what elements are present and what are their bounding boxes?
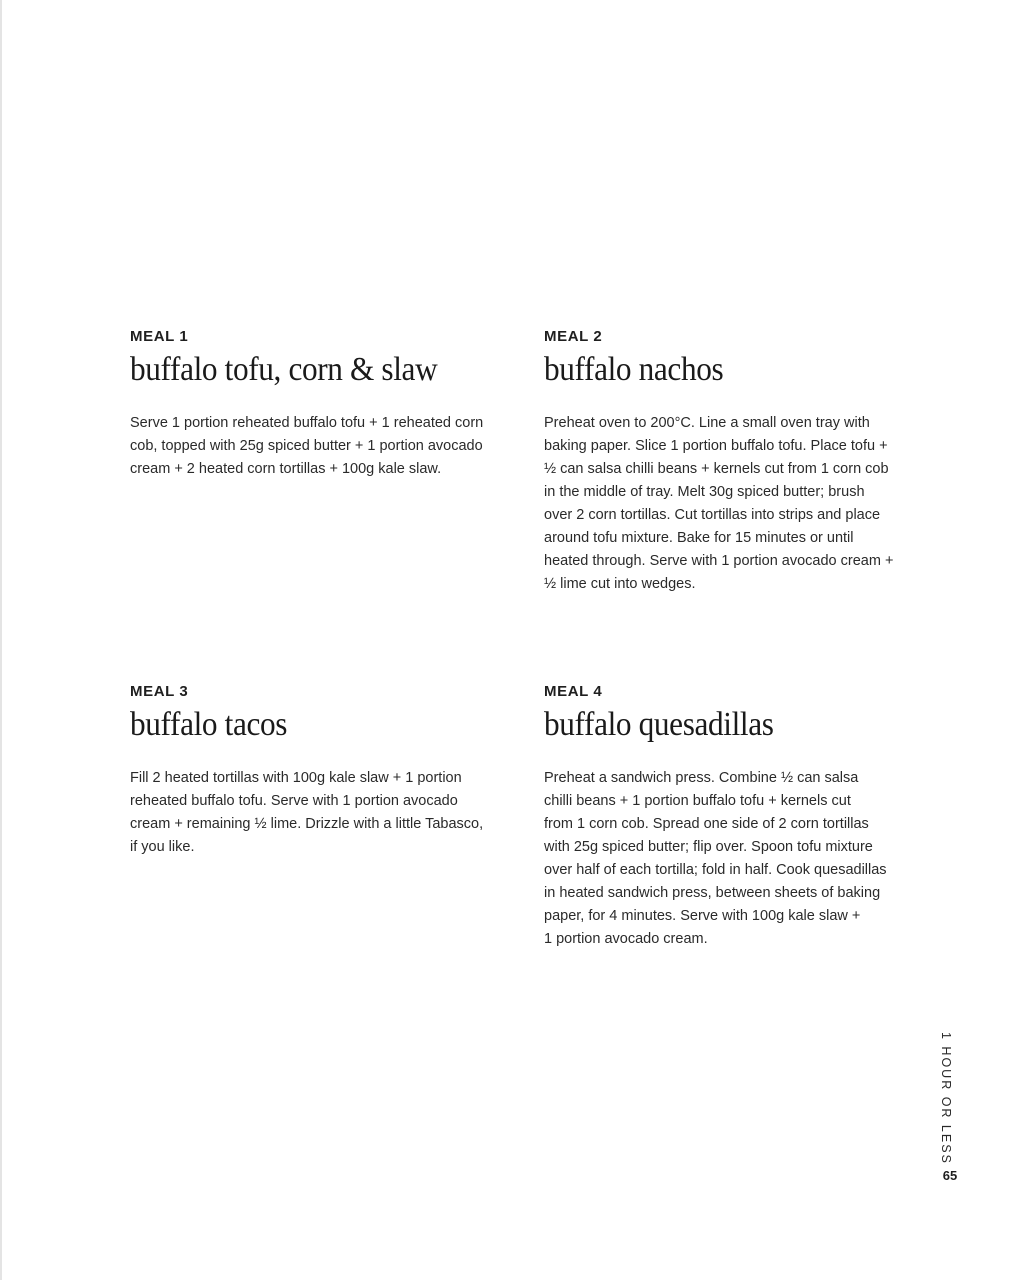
meal-2-line: ½ lime cut into wedges. [544, 576, 696, 592]
meal-1-title: buffalo tofu, corn & slaw [130, 351, 438, 388]
meal-4-line: 1 portion avocado cream. [544, 931, 708, 947]
page-edge [0, 0, 2, 1280]
meal-2-line: around tofu mixture. Bake for 15 minutes or until [544, 530, 854, 546]
meal-2-line: heated through. Serve with 1 portion avocado cream + [544, 553, 894, 569]
meal-4-instructions [544, 767, 904, 951]
meal-3-line: cream + remaining ½ lime. Drizzle with a little Tabasco, [130, 816, 484, 832]
meal-3-line: reheated buffalo tofu. Serve with 1 portion avocado [130, 793, 458, 809]
meal-4-title: buffalo quesadillas [544, 706, 774, 743]
meal-3-label: MEAL 3 [130, 683, 189, 700]
meal-2-line: over 2 corn tortillas. Cut tortillas into strips and place [544, 507, 881, 523]
section-label: 1 HOUR OR LESS [939, 1032, 953, 1165]
meal-1-label: MEAL 1 [130, 328, 189, 345]
meal-2-card [544, 328, 904, 596]
meal-4-line: in heated sandwich press, between sheets of baking [544, 885, 881, 901]
meal-4-line: with 25g spiced butter; flip over. Spoon tofu mixture [544, 839, 873, 855]
meal-1-instructions [130, 412, 490, 481]
meal-4-line: from 1 corn cob. Spread one side of 2 corn tortillas [544, 816, 869, 832]
meal-2-title: buffalo nachos [544, 351, 724, 388]
meal-4-line: Preheat a sandwich press. Combine ½ can salsa [544, 770, 859, 786]
meal-4-line: paper, for 4 minutes. Serve with 100g kale slaw + [544, 908, 861, 924]
meal-4-line: over half of each tortilla; fold in half. Cook quesadillas [544, 862, 887, 878]
meal-4-label: MEAL 4 [544, 683, 603, 700]
meal-3-line: Fill 2 heated tortillas with 100g kale slaw + 1 portion [130, 770, 462, 786]
meal-2-instructions [544, 412, 904, 596]
meal-1-line: cream + 2 heated corn tortillas + 100g kale slaw. [130, 461, 442, 477]
meal-2-line: Preheat oven to 200°C. Line a small oven tray with [544, 415, 870, 431]
meal-3-line: if you like. [130, 839, 195, 855]
meal-1-card [130, 328, 490, 481]
meal-3-title: buffalo tacos [130, 706, 288, 743]
meal-2-label: MEAL 2 [544, 328, 603, 345]
meal-1-line: cob, topped with 25g spiced butter + 1 portion avocado [130, 438, 483, 454]
meal-2-line: ½ can salsa chilli beans + kernels cut from 1 corn cob [544, 461, 889, 477]
meal-4-card [544, 683, 904, 951]
meal-3-instructions [130, 767, 490, 859]
meal-1-line: Serve 1 portion reheated buffalo tofu + 1 reheated corn [130, 415, 484, 431]
page-number: 65 [942, 1168, 958, 1183]
meal-2-line: in the middle of tray. Melt 30g spiced butter; brush [544, 484, 865, 500]
meal-4-line: chilli beans + 1 portion buffalo tofu + kernels cut [544, 793, 851, 809]
meal-2-line: baking paper. Slice 1 portion buffalo tofu. Place tofu + [544, 438, 888, 454]
meal-3-card [130, 683, 490, 859]
